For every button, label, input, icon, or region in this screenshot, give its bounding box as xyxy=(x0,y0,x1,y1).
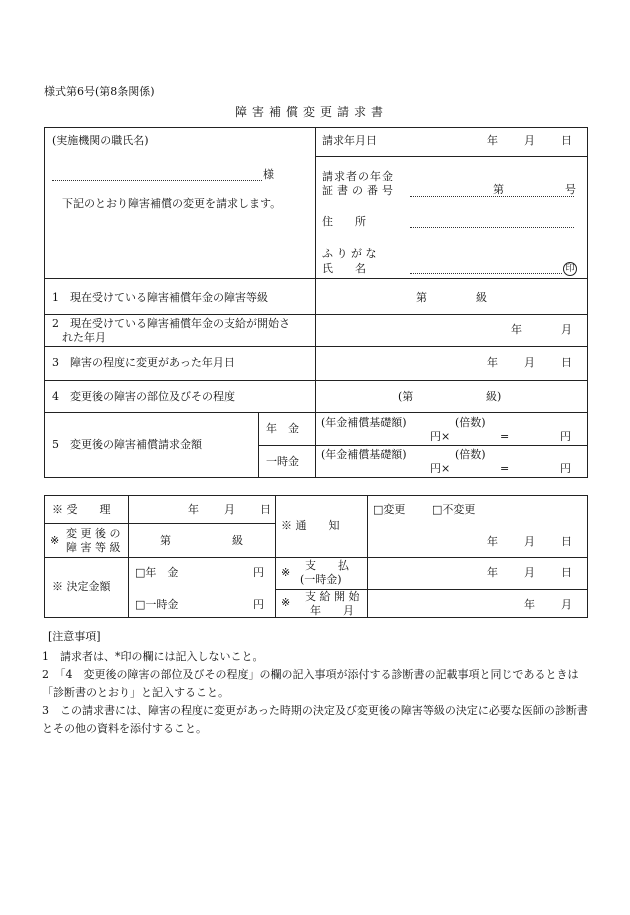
sama-label: 様 xyxy=(263,168,274,181)
row3-day: 日 xyxy=(561,356,572,369)
nenkin-label: 年 金 xyxy=(266,422,299,435)
row3-year: 年 xyxy=(487,356,498,369)
ichijikin-label: 一時金 xyxy=(266,455,299,468)
kettei-nenkin-yen: 円 xyxy=(253,566,264,579)
row4-dai: (第 xyxy=(398,390,414,403)
ichiji-base-label: (年金補償基礎額) xyxy=(321,448,407,461)
row3-label: 3 障害の程度に変更があった年月日 xyxy=(52,356,235,369)
shiharai-year: 年 xyxy=(487,566,498,579)
address-field[interactable] xyxy=(410,227,574,228)
grade-dai: 第 xyxy=(160,534,171,547)
furigana-label: ふ り が な xyxy=(322,247,377,260)
note-2: 2 「4 変更後の障害の部位及びその程度」の欄の記入事項が添付する診断書の記載事項と同じであるときは「診断書のとおり」と記入すること。 xyxy=(42,668,579,699)
kettei-ichiji-checkbox[interactable]: □一時金 xyxy=(135,598,179,611)
grade-kyu: 級 xyxy=(232,534,243,547)
ukeri-day: 日 xyxy=(260,503,271,516)
note-3: 3 この請求書には、障害の程度に変更があった時期の決定及び変更後の障害等級の決定に必要な医師の診断書とその他の資料を添付すること。 xyxy=(42,704,588,735)
shiharai-label-1: 支 払 xyxy=(305,559,349,572)
ukeri-month: 月 xyxy=(224,503,235,516)
row4-label: 4 変更後の障害の部位及びその程度 xyxy=(52,390,235,403)
nenkin-yen-x: 円× xyxy=(430,430,451,443)
kaishi-year: 年 xyxy=(524,598,535,611)
day-unit: 日 xyxy=(561,134,572,147)
seal-mark: 印 xyxy=(563,262,577,276)
note-1: 1 請求者は、*印の欄には記入しないこと。 xyxy=(42,650,264,663)
ichiji-yen-x: 円× xyxy=(430,462,451,475)
cert-number-field[interactable] xyxy=(410,196,574,197)
tsuchi-year: 年 xyxy=(487,535,498,548)
request-sentence: 下記のとおり障害補償の変更を請求します。 xyxy=(62,197,282,210)
month-unit: 月 xyxy=(524,134,535,147)
kome-mark: ※ xyxy=(50,534,60,547)
ichiji-equals: = xyxy=(500,462,510,475)
row1-kyu: 級 xyxy=(476,291,487,304)
row4-kyu: 級) xyxy=(486,390,502,403)
kettei-ichiji-yen: 円 xyxy=(253,598,264,611)
ichiji-yen: 円 xyxy=(560,462,571,475)
nenkin-equals: = xyxy=(500,430,510,443)
tsuchi-day: 日 xyxy=(561,535,572,548)
row2-label-2: れた年月 xyxy=(62,331,106,344)
cert-number-label-1: 請求者の年金 xyxy=(322,170,394,183)
row2-month: 月 xyxy=(561,323,572,336)
row3-month: 月 xyxy=(524,356,535,369)
kettei-label: ※ 決定金額 xyxy=(52,580,111,593)
shiharai-label-2: (一時金) xyxy=(300,573,342,586)
kaishi-month: 月 xyxy=(561,598,572,611)
row2-label-1: 2 現在受けている障害補償年金の支給が開始さ xyxy=(52,317,290,330)
shiharai-kome: ※ xyxy=(281,566,291,579)
kaishi-label-1: 支 給 開 始 xyxy=(305,590,360,603)
nenkin-base-label: (年金補償基礎額) xyxy=(321,416,407,429)
kaishi-label-2: 年 月 xyxy=(310,604,354,617)
grade-label-1: 変 更 後 の xyxy=(66,527,121,540)
dai-label: 第 xyxy=(493,183,504,196)
tsuchi-month: 月 xyxy=(524,535,535,548)
notes-heading: [注意事項] xyxy=(48,630,101,643)
year-unit: 年 xyxy=(487,134,498,147)
grade-label-2: 障 害 等 級 xyxy=(66,541,121,554)
nenkin-yen: 円 xyxy=(560,430,571,443)
ukeri-label: ※ 受 理 xyxy=(52,503,111,516)
row1-dai: 第 xyxy=(416,291,427,304)
row5-label: 5 変更後の障害補償請求金額 xyxy=(52,438,202,451)
shiharai-day: 日 xyxy=(561,566,572,579)
form-title: 障害補償変更請求書 xyxy=(235,105,389,119)
row1-label: 1 現在受けている障害補償年金の障害等級 xyxy=(52,291,268,304)
request-date-label: 請求年月日 xyxy=(322,134,377,147)
addressee-field[interactable] xyxy=(52,180,262,181)
kaishi-kome: ※ xyxy=(281,596,291,609)
row2-year: 年 xyxy=(511,323,522,336)
kettei-nenkin-checkbox[interactable]: □年 金 xyxy=(135,566,179,579)
form-number: 様式第6号(第8条関係) xyxy=(44,85,155,98)
name-label: 氏 名 xyxy=(322,262,366,275)
go-label: 号 xyxy=(565,183,576,196)
ukeri-year: 年 xyxy=(188,503,199,516)
nenkin-multiplier-label: (倍数) xyxy=(455,416,486,429)
address-label: 住 所 xyxy=(322,215,366,228)
shiharai-month: 月 xyxy=(524,566,535,579)
tsuchi-label: ※ 通 知 xyxy=(281,519,340,532)
henko-checkbox[interactable]: □変更 xyxy=(373,503,406,516)
name-field[interactable] xyxy=(410,273,562,274)
ichiji-multiplier-label: (倍数) xyxy=(455,448,486,461)
fuhenko-checkbox[interactable]: □不変更 xyxy=(432,503,476,516)
addressee-label: (実施機関の職氏名) xyxy=(52,134,149,147)
cert-number-label-2: 証書の番号 xyxy=(322,184,397,197)
